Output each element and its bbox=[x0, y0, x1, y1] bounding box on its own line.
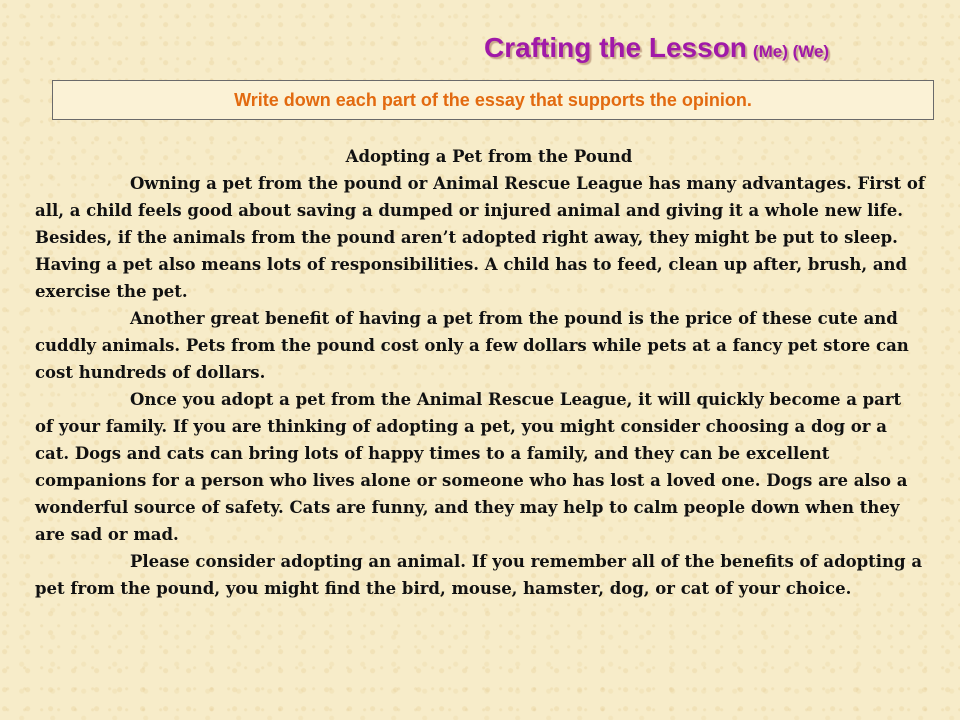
slide-title-tag: (Me) (We) bbox=[752, 42, 830, 61]
instruction-text: Write down each part of the essay that supports the opinion. bbox=[234, 89, 752, 110]
slide-title-main: Crafting the Lesson bbox=[484, 32, 747, 63]
essay-paragraph-3: Once you adopt a pet from the Animal Rescue League, it will quickly become a part of your family. If you are thinking of adopting a pet, you might consider choosing a dog or a cat. Dogs and cats can bring lots of happy times to a family, and they can be excellent companions for a person who lives alone or someone who has lost a loved one. Dogs are also a wonderful source of safety. Cats are funny, and they may help to calm people down when they are sad or mad. bbox=[35, 390, 908, 544]
essay-paragraph-1: Owning a pet from the pound or Animal Rescue League has many advantages. First of all, a child feels good about saving a dumped or injured animal and giving it a whole new life. Besides, if the animals from the pound aren’t adopted right away, they might be put to sleep. Having a pet also means lots of responsibilities. A child has to feed, clean up after, brush, and exercise the pet. bbox=[35, 174, 925, 301]
instruction-box bbox=[52, 80, 934, 120]
slide-title bbox=[484, 34, 829, 62]
essay-paragraph-2: Another great benefit of having a pet from the pound is the price of these cute and cuddly animals. Pets from the pound cost only a few dollars while pets at a fancy pet store can cost hundreds of dollars. bbox=[35, 309, 909, 382]
essay-title: Adopting a Pet from the Pound bbox=[345, 147, 633, 166]
essay-paragraph-4: Please consider adopting an animal. If you remember all of the benefits of adopting a pet from the pound, you might find the bird, mouse, hamster, dog, or cat of your choice. bbox=[35, 552, 923, 598]
essay bbox=[35, 143, 925, 602]
